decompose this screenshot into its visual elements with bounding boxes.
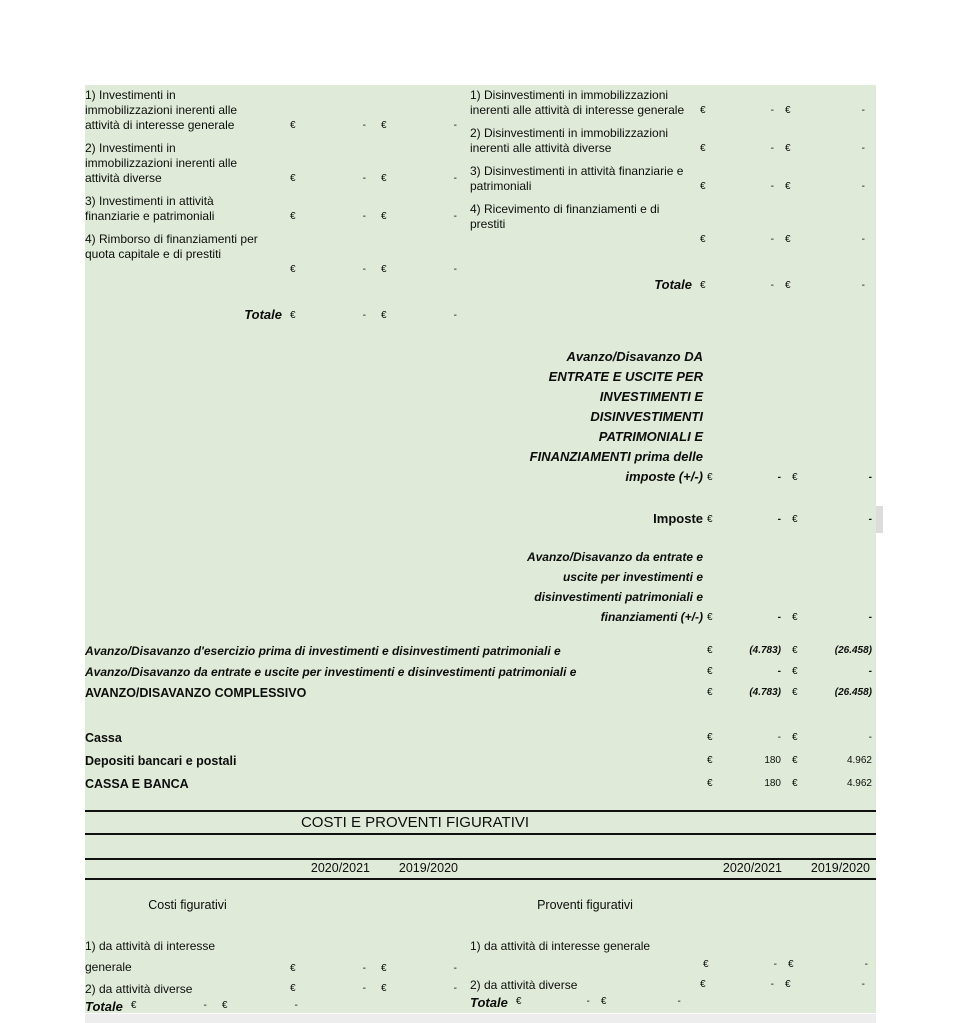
avanzo-esercizio-row xyxy=(85,643,872,659)
period-header-left-2019-2020: 2019/2020 xyxy=(398,861,458,875)
row-label: 1) da attività di interesse generale xyxy=(85,939,216,974)
row-values xyxy=(700,141,865,156)
row-label: 1) Disinvestimenti in immobilizzazioni inerenti alle attività di interesse generale xyxy=(470,88,685,117)
value-2019-2020: - xyxy=(453,310,457,321)
divider-line xyxy=(85,810,876,812)
euro-sign: € xyxy=(707,687,713,698)
value-2020-2021: - xyxy=(777,666,781,677)
avanzo-pre-imposte-row xyxy=(433,347,872,487)
euro-sign: € xyxy=(290,983,296,994)
divider-line xyxy=(85,833,876,835)
value-2020-2021: - xyxy=(362,120,366,131)
euro-sign: € xyxy=(381,211,387,222)
row-label: AVANZO/DISAVANZO COMPLESSIVO xyxy=(85,686,307,700)
row-values xyxy=(290,262,457,277)
value-2019-2020: - xyxy=(453,120,457,131)
costi-figurativi-block xyxy=(85,898,457,1015)
total-row xyxy=(85,998,457,1015)
value-2020-2021: - xyxy=(770,105,774,116)
euro-sign: € xyxy=(785,181,791,192)
euro-sign: € xyxy=(792,755,798,766)
row-label: 2) Disinvestimenti in immobilizzazioni inerenti alle attività diverse xyxy=(470,126,669,155)
value-2019-2020: - xyxy=(453,211,457,222)
table-row xyxy=(470,126,872,156)
euro-sign: € xyxy=(785,105,791,116)
row-label: 3) Disinvestimenti in attività finanziarie e patrimoniali xyxy=(470,164,684,193)
row-label: Avanzo/Disavanzo da entrate e uscite per investimenti e disinvestimenti patrimoniali e finanziamenti (+/-) xyxy=(526,550,703,624)
row-values xyxy=(707,730,872,745)
table-row-values xyxy=(703,957,872,974)
euro-sign: € xyxy=(221,1000,228,1011)
value-2020-2021: - xyxy=(770,280,774,291)
euro-sign: € xyxy=(290,173,296,184)
period-header-left-2020-2021: 2020/2021 xyxy=(310,861,370,875)
value-2019-2020: (26.458) xyxy=(834,687,872,698)
imposte-row xyxy=(433,509,872,529)
euro-sign: € xyxy=(792,778,798,789)
total-values xyxy=(290,308,457,323)
euro-sign: € xyxy=(381,173,387,184)
total-label: Totale xyxy=(85,999,123,1014)
value-2019-2020: - xyxy=(868,472,872,483)
euro-sign: € xyxy=(700,181,706,192)
proventi-figurativi-block xyxy=(470,898,872,1011)
euro-sign: € xyxy=(381,120,387,131)
block-heading: Proventi figurativi xyxy=(537,898,633,912)
row-label: Cassa xyxy=(85,731,122,745)
value-2020-2021: - xyxy=(770,181,774,192)
total-label: Totale xyxy=(470,995,508,1010)
value-2019-2020: - xyxy=(861,979,865,990)
value-2020-2021: 180 xyxy=(764,778,781,789)
euro-sign: € xyxy=(515,996,522,1007)
total-row xyxy=(470,277,872,293)
row-values xyxy=(290,961,457,976)
row-values xyxy=(707,610,872,625)
row-values xyxy=(707,512,872,527)
euro-sign: € xyxy=(381,963,387,974)
value-2019-2020: - xyxy=(294,1000,298,1011)
value-2020-2021: - xyxy=(770,234,774,245)
row-values xyxy=(707,685,872,700)
row-label: CASSA E BANCA xyxy=(85,777,189,791)
row-values xyxy=(290,171,457,186)
table-row xyxy=(85,88,457,133)
euro-sign: € xyxy=(707,755,713,766)
table-row xyxy=(85,141,457,186)
euro-sign: € xyxy=(792,612,798,623)
table-row xyxy=(470,202,872,232)
row-values xyxy=(707,753,872,768)
investments-uscite-column xyxy=(85,88,457,323)
value-2019-2020: - xyxy=(868,666,872,677)
euro-sign: € xyxy=(290,963,296,974)
period-header-right-2019-2020: 2019/2020 xyxy=(810,861,870,875)
row-label: 2) Investimenti in immobilizzazioni inerenti alle attività diverse xyxy=(85,141,238,185)
value-2019-2020: - xyxy=(861,234,865,245)
value-2019-2020: (26.458) xyxy=(834,645,872,656)
row-label: 2) da attività diverse xyxy=(470,978,578,992)
row-label: 3) Investimenti in attività finanziarie e patrimoniali xyxy=(85,194,215,223)
cassa-row xyxy=(85,730,872,746)
value-2020-2021: - xyxy=(362,983,366,994)
row-label: 4) Rimborso di finanziamenti per quota capitale e di prestiti xyxy=(85,232,258,261)
euro-sign: € xyxy=(792,645,798,656)
value-2020-2021: - xyxy=(203,1000,207,1011)
avanzo-entrate-uscite-row xyxy=(85,664,872,680)
euro-sign: € xyxy=(785,143,791,154)
cassa-e-banca-row xyxy=(85,776,872,792)
row-values xyxy=(700,232,865,247)
euro-sign: € xyxy=(700,143,706,154)
table-row xyxy=(470,936,872,957)
row-values xyxy=(703,957,868,972)
value-2020-2021: - xyxy=(773,959,777,970)
value-2020-2021: - xyxy=(777,612,781,623)
row-values xyxy=(700,103,865,118)
euro-sign: € xyxy=(130,1000,137,1011)
row-label: Avanzo/Disavanzo DA ENTRATE E USCITE PER INVESTIMENTI E DISINVESTIMENTI PATRIMONIALI E FINANZIAMENTI prima delle imposte (+/-) xyxy=(529,349,703,484)
scrollbar-thumb[interactable] xyxy=(876,506,883,533)
euro-sign: € xyxy=(700,280,706,291)
value-2019-2020: - xyxy=(861,105,865,116)
table-row xyxy=(470,88,872,118)
euro-sign: € xyxy=(792,472,798,483)
value-2019-2020: - xyxy=(861,280,865,291)
euro-sign: € xyxy=(700,979,706,990)
euro-sign: € xyxy=(290,264,296,275)
table-row xyxy=(85,936,457,978)
row-values xyxy=(290,118,457,133)
euro-sign: € xyxy=(785,234,791,245)
euro-sign: € xyxy=(707,666,713,677)
row-values xyxy=(707,643,872,658)
euro-sign: € xyxy=(707,612,713,623)
value-2019-2020: - xyxy=(453,173,457,184)
depositi-row xyxy=(85,753,872,769)
euro-sign: € xyxy=(707,514,713,525)
euro-sign: € xyxy=(381,983,387,994)
row-label: Avanzo/Disavanzo d'esercizio prima di investimenti e disinvestimenti patrimoniali e xyxy=(85,644,561,658)
disinvestments-entrate-column xyxy=(470,88,872,293)
value-2020-2021: - xyxy=(362,264,366,275)
bottom-edge-strip xyxy=(85,1014,876,1023)
value-2019-2020: - xyxy=(861,143,865,154)
row-label: Avanzo/Disavanzo da entrate e uscite per investimenti e disinvestimenti patrimoniali e xyxy=(85,665,577,679)
euro-sign: € xyxy=(703,959,709,970)
avanzo-post-imposte-row xyxy=(433,547,872,627)
row-label: 1) Investimenti in immobilizzazioni inerenti alle attività di interesse generale xyxy=(85,88,238,132)
table-row xyxy=(85,194,457,224)
value-2019-2020: - xyxy=(677,996,681,1007)
value-2019-2020: 4.962 xyxy=(846,778,872,789)
row-values xyxy=(707,664,872,679)
value-2019-2020: - xyxy=(868,514,872,525)
row-values xyxy=(700,977,865,992)
euro-sign: € xyxy=(381,310,387,321)
value-2020-2021: (4.783) xyxy=(749,687,781,698)
euro-sign: € xyxy=(290,120,296,131)
total-label: Totale xyxy=(244,307,282,322)
euro-sign: € xyxy=(785,979,791,990)
table-row-values xyxy=(470,232,872,247)
euro-sign: € xyxy=(381,264,387,275)
row-values xyxy=(707,470,872,485)
value-2020-2021: - xyxy=(777,732,781,743)
euro-sign: € xyxy=(785,280,791,291)
euro-sign: € xyxy=(792,666,798,677)
value-2020-2021: - xyxy=(362,963,366,974)
euro-sign: € xyxy=(700,234,706,245)
value-2019-2020: - xyxy=(453,963,457,974)
value-2020-2021: - xyxy=(777,514,781,525)
row-values xyxy=(290,209,457,224)
table-row xyxy=(470,977,872,994)
table-row xyxy=(85,232,457,262)
row-values xyxy=(707,776,872,791)
euro-sign: € xyxy=(792,687,798,698)
table-row xyxy=(470,164,872,194)
euro-sign: € xyxy=(600,996,607,1007)
row-label: 4) Ricevimento di finanziamenti e di prestiti xyxy=(470,202,660,231)
value-2019-2020: - xyxy=(453,264,457,275)
euro-sign: € xyxy=(700,105,706,116)
value-2019-2020: - xyxy=(868,732,872,743)
euro-sign: € xyxy=(290,310,296,321)
value-2019-2020: - xyxy=(868,612,872,623)
table-row-values xyxy=(85,262,457,277)
euro-sign: € xyxy=(792,514,798,525)
euro-sign: € xyxy=(290,211,296,222)
value-2020-2021: - xyxy=(770,143,774,154)
euro-sign: € xyxy=(707,472,713,483)
value-2020-2021: - xyxy=(362,310,366,321)
row-values xyxy=(700,179,865,194)
value-2019-2020: - xyxy=(861,181,865,192)
row-label: Imposte xyxy=(653,511,703,526)
value-2020-2021: - xyxy=(586,996,590,1007)
section-title: COSTI E PROVENTI FIGURATIVI xyxy=(300,814,530,831)
value-2020-2021: - xyxy=(770,979,774,990)
value-2019-2020: 4.962 xyxy=(846,755,872,766)
value-2019-2020: - xyxy=(453,983,457,994)
total-label: Totale xyxy=(654,277,692,292)
euro-sign: € xyxy=(792,732,798,743)
block-heading: Costi figurativi xyxy=(148,898,227,912)
total-values xyxy=(700,278,865,293)
total-row xyxy=(470,994,872,1011)
total-row xyxy=(85,307,457,323)
row-label: 1) da attività di interesse generale xyxy=(470,939,651,953)
value-2020-2021: (4.783) xyxy=(749,645,781,656)
row-label: 2) da attività diverse xyxy=(85,982,193,996)
value-2020-2021: - xyxy=(362,211,366,222)
period-header-right-2020-2021: 2020/2021 xyxy=(722,861,782,875)
euro-sign: € xyxy=(707,778,713,789)
row-label: Depositi bancari e postali xyxy=(85,754,237,768)
avanzo-complessivo-row xyxy=(85,685,872,701)
table-row xyxy=(85,981,457,998)
euro-sign: € xyxy=(707,645,713,656)
value-2020-2021: - xyxy=(362,173,366,184)
value-2019-2020: - xyxy=(864,959,868,970)
value-2020-2021: 180 xyxy=(764,755,781,766)
divider-line xyxy=(85,878,876,880)
value-2020-2021: - xyxy=(777,472,781,483)
row-values xyxy=(290,981,457,996)
euro-sign: € xyxy=(707,732,713,743)
total-values xyxy=(516,994,681,1009)
total-values xyxy=(131,998,298,1013)
financial-statement-sheet xyxy=(85,85,876,1013)
euro-sign: € xyxy=(788,959,794,970)
